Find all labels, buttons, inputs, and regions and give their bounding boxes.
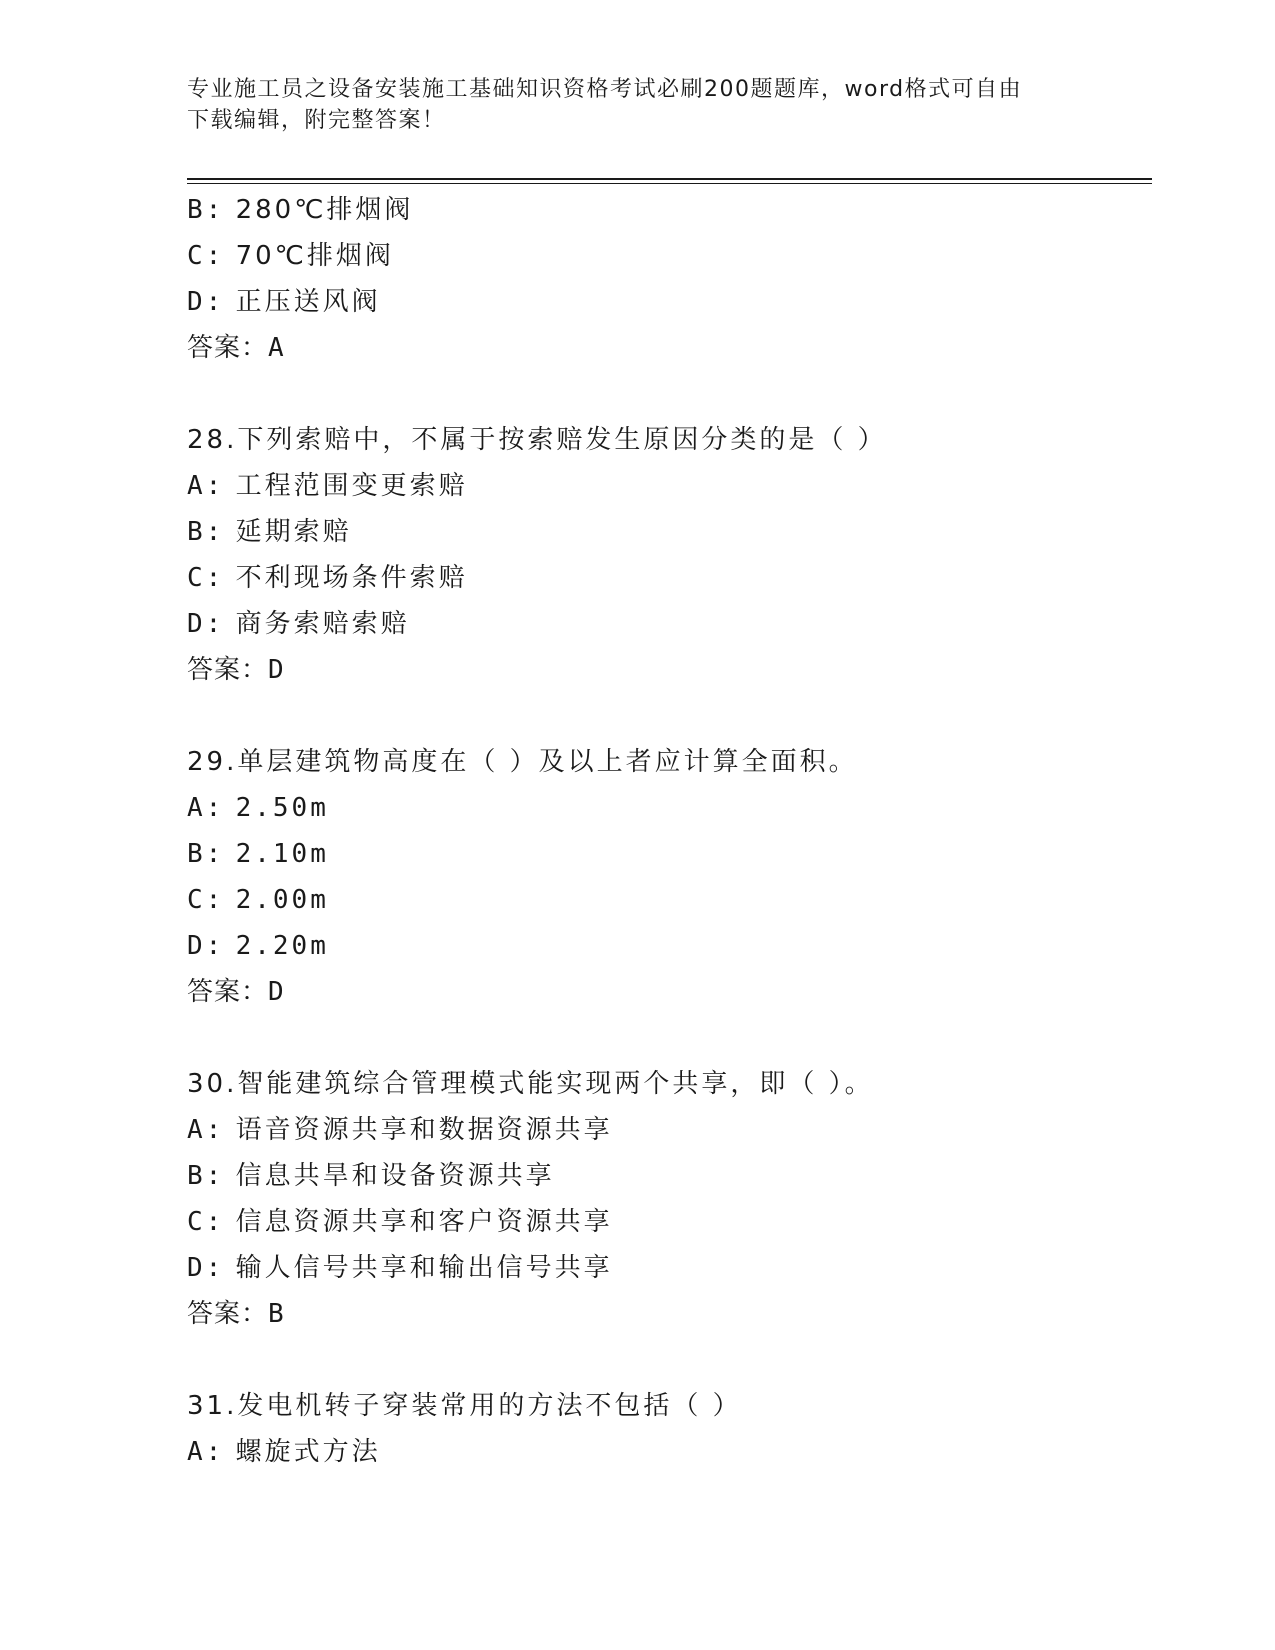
option-b: B: 280℃排烟阀: [187, 195, 414, 225]
header-line-1: 专业施工员之设备安装施工基础知识资格考试必刷200题题库，word格式可自由: [187, 77, 1023, 102]
answer-value: D: [268, 977, 287, 1007]
answer-value: B: [268, 1299, 287, 1329]
question-30: [187, 1061, 1152, 1337]
question-stem: 30.智能建筑综合管理模式能实现两个共享，即（ ）。: [187, 1069, 874, 1099]
answer-label: 答案：: [187, 1299, 269, 1329]
question-27-continued: [187, 187, 1152, 371]
option-a: A: 螺旋式方法: [187, 1437, 381, 1467]
header-divider-thin: [187, 183, 1152, 184]
header-divider-thick: [187, 178, 1152, 180]
option-d: D: 商务索赔索赔: [187, 609, 410, 639]
option-c: C: 信息资源共享和客户资源共享: [187, 1207, 613, 1237]
option-a: A: 语音资源共享和数据资源共享: [187, 1115, 613, 1145]
document-header: [187, 74, 1087, 136]
option-c: C: 不利现场条件索赔: [187, 563, 468, 593]
answer: [187, 325, 1152, 371]
option-b: B: 2.10m: [187, 839, 329, 869]
answer-label: 答案：: [187, 977, 269, 1007]
question-stem: 29.单层建筑物高度在（ ）及以上者应计算全面积。: [187, 747, 858, 777]
question-29: [187, 739, 1152, 1015]
option-c: C: 2.00m: [187, 885, 329, 915]
option-b: B: 信息共旱和设备资源共享: [187, 1161, 555, 1191]
question-stem: 31.发电机转子穿装常用的方法不包括（ ）: [187, 1391, 742, 1421]
option-d: D: 正压送风阀: [187, 287, 381, 317]
answer: [187, 647, 1152, 693]
option-a: A: 2.50m: [187, 793, 329, 823]
answer: [187, 969, 1152, 1015]
option-d: D: 输人信号共享和输出信号共享: [187, 1253, 613, 1283]
answer: [187, 1291, 1152, 1337]
option-a: A: 工程范围变更索赔: [187, 471, 468, 501]
answer-value: A: [268, 333, 287, 363]
question-31: [187, 1383, 1152, 1475]
answer-label: 答案：: [187, 655, 269, 685]
option-c: C: 70℃排烟阀: [187, 241, 394, 271]
option-d: D: 2.20m: [187, 931, 329, 961]
answer-value: D: [268, 655, 287, 685]
question-list: [187, 187, 1152, 1475]
answer-label: 答案：: [187, 333, 269, 363]
question-28: [187, 417, 1152, 693]
question-stem: 28.下列索赔中，不属于按索赔发生原因分类的是（ ）: [187, 425, 887, 455]
header-line-2: 下载编辑，附完整答案！: [187, 108, 446, 133]
option-b: B: 延期索赔: [187, 517, 352, 547]
